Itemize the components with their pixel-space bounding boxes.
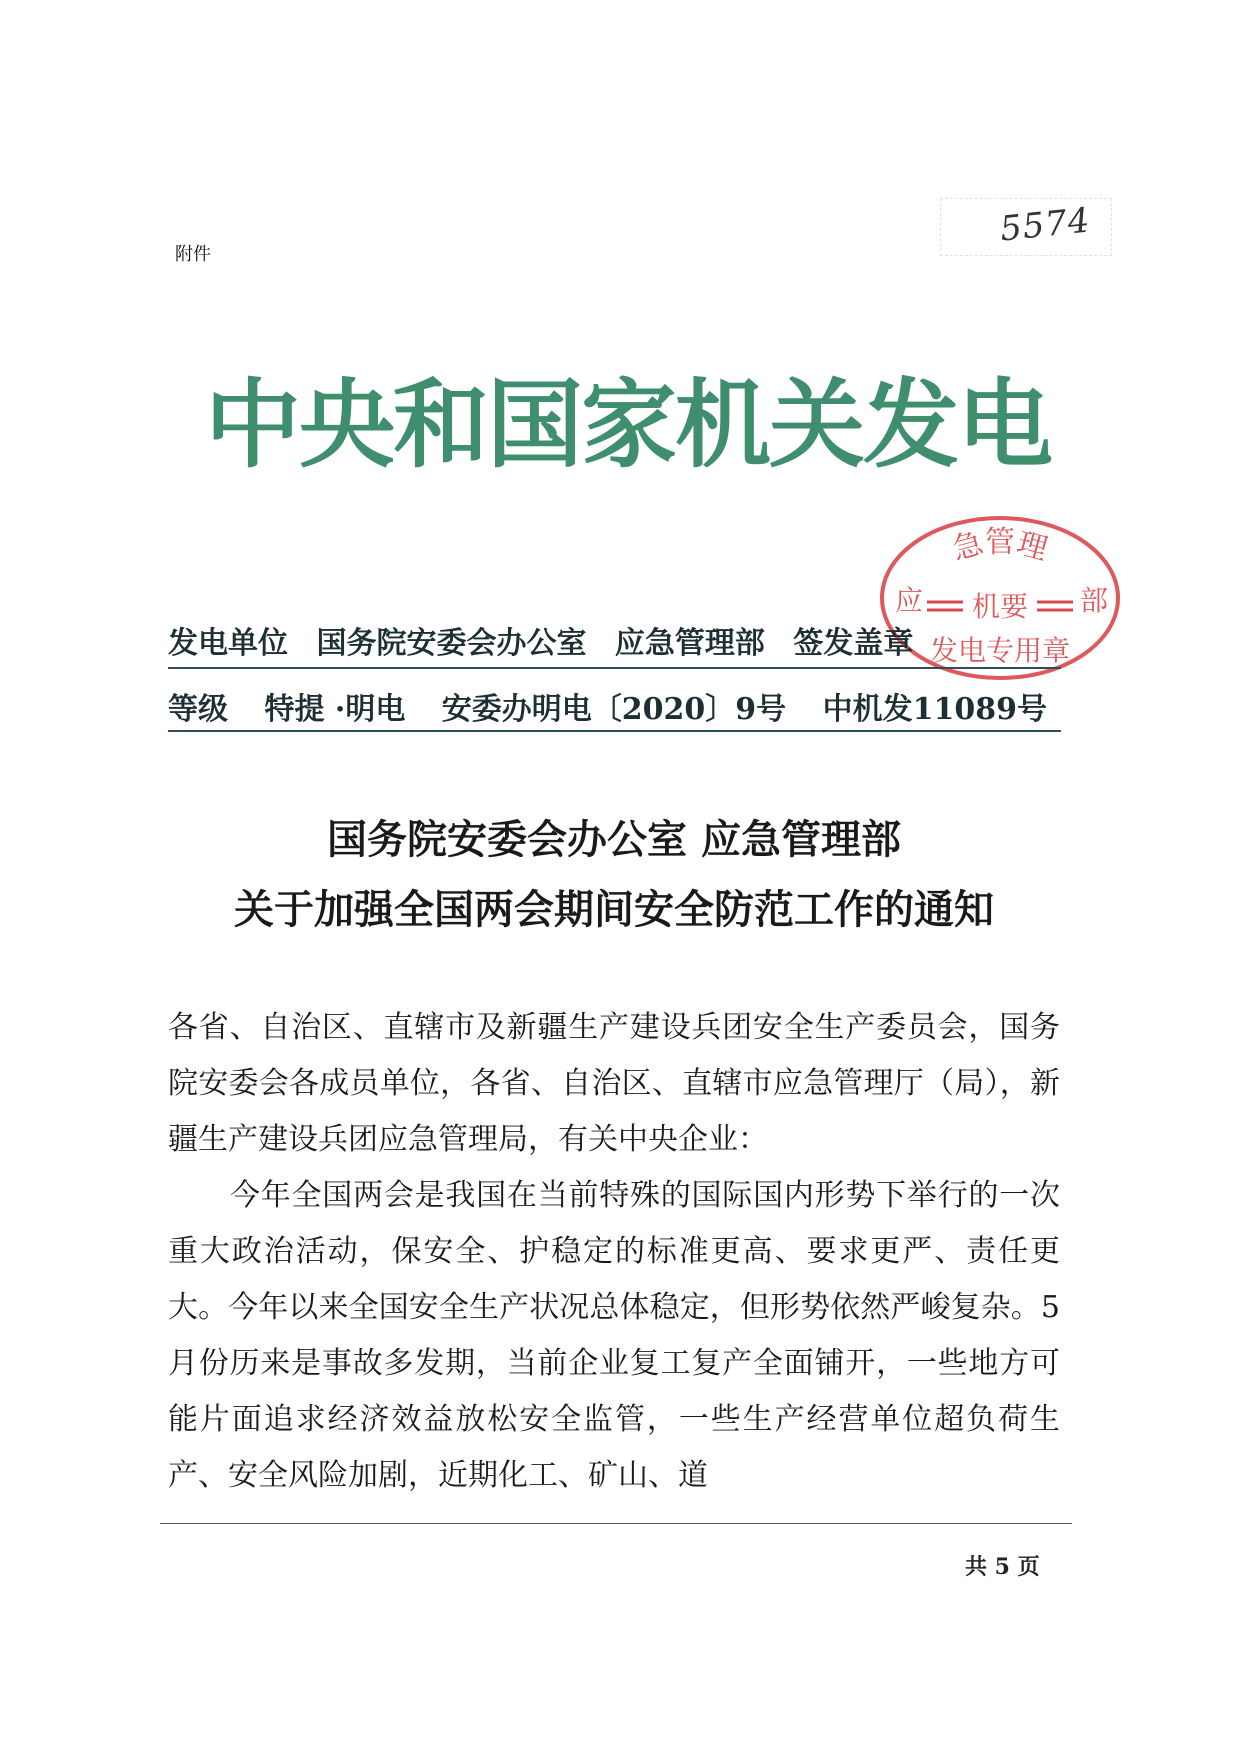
addressees: 各省、自治区、直辖市及新疆生产建设兵团安全生产委员会，国务院安委会各成员单位，各省、自治区、直辖市应急管理厅（局），新疆生产建设兵团应急管理局，有关中央企业：	[168, 1010, 1060, 1157]
document-number: 安委办明电〔2020〕9号	[441, 692, 787, 727]
grade-value: 特提 ·明电	[264, 692, 406, 727]
paragraph-1: 今年全国两会是我国在当前特殊的国际国内形势下举行的一次重大政治活动，保安全、护稳定的标准更高、要求更严、责任更大。今年以来全国安全生产状况总体稳定，但形势依然严峻复杂。5月份历来是事故多发期，当前企业复工复产全面铺开，一些地方可能片面追求经济效益放松安全监管，一些生产经营单位超负荷生产、安全风险加剧，近期化工、矿山、道	[168, 1178, 1060, 1493]
footer-rule	[160, 1523, 1072, 1524]
body-text	[168, 1000, 1060, 1504]
handwritten-number: 5574	[998, 200, 1093, 250]
seal-top-text: 急管理	[948, 524, 1052, 568]
seal-bottom-text: 发电专用章	[929, 634, 1071, 667]
svg-text:急管理	[949, 525, 1051, 568]
title-line-2: 关于加强全国两会期间安全防范工作的通知	[234, 887, 994, 933]
seal-left-text: 应	[895, 584, 924, 617]
page-total: 共 5 页	[965, 1554, 1040, 1580]
sender-office: 国务院安委会办公室	[316, 626, 587, 661]
title-line-1: 国务院安委会办公室 应急管理部	[327, 817, 901, 863]
seal-middle-text: 机要	[971, 590, 1029, 623]
sign-label: 签发盖章	[793, 626, 914, 661]
header-rule-bottom	[168, 730, 1061, 732]
sender-label: 发电单位	[168, 626, 288, 661]
sender-ministry: 应急管理部	[614, 626, 765, 661]
sender-row	[168, 618, 1060, 662]
serial-number: 中机发11089号	[822, 692, 1047, 727]
seal-right-text: 部	[1080, 584, 1109, 617]
document-headline: 中央和国家机关发电	[205, 369, 1051, 481]
grade-label: 等级	[168, 692, 228, 727]
header-rule-top	[168, 667, 1061, 669]
attachment-label: 附件	[175, 244, 211, 265]
grade-row	[168, 684, 1060, 728]
